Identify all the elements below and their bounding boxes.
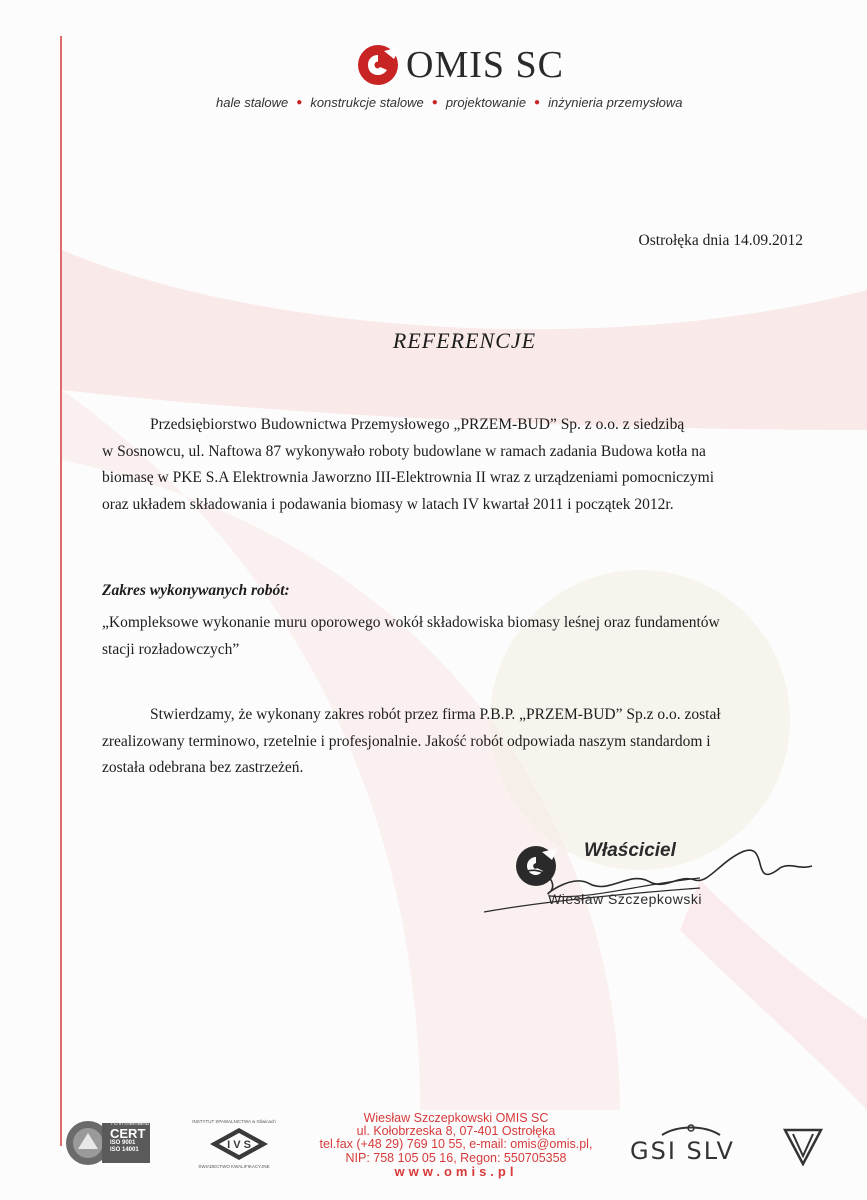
tagline-item: hale stalowe xyxy=(216,95,289,110)
paragraph-line: Przedsiębiorstwo Budownictwa Przemysłowego „PRZEM-BUD” Sp. z o.o. z siedzibą xyxy=(150,416,685,433)
scope-heading: Zakres wykonywanych robót: xyxy=(102,582,290,599)
footer-line: NIP: 758 105 05 16, Regon: 550705358 xyxy=(345,1150,567,1165)
paragraph-line: „Kompleksowe wykonanie muru oporowego wokół składowiska biomasy leśnej oraz fundamentów xyxy=(102,614,720,631)
paragraph-line: zrealizowany terminowo, rzetelnie i profesjonalnie. Jakość robót odpowiada naszym standardom i xyxy=(102,732,711,750)
tagline-item: projektowanie xyxy=(445,95,527,110)
signature-title: Właściciel xyxy=(584,840,676,861)
footer-line: ul. Kołobrzeska 8, 07-401 Ostrołęka xyxy=(356,1124,556,1139)
scope-text xyxy=(102,610,802,663)
tagline-item: inżynieria przemysłowa xyxy=(548,95,683,110)
omis-logo-icon xyxy=(354,41,404,89)
paragraph-line: Stwierdzamy, że wykonany zakres robót przez firma P.B.P. „PRZEM-BUD” Sp.z o.o. został xyxy=(150,706,721,723)
tagline-item: konstrukcje stalowe xyxy=(310,95,424,110)
letter-title xyxy=(0,328,867,354)
footer-line: tel.fax (+48 29) 769 10 55, e-mail: omis@omis.pl, xyxy=(319,1137,593,1152)
ivs-cert-bottom: ŚWIADECTWO KWALIFIKACYJNE xyxy=(198,1164,270,1169)
letter-title-text: REFERENCJE xyxy=(392,328,537,353)
handwritten-signature xyxy=(480,822,820,922)
paragraph-conclusion xyxy=(102,702,802,782)
footer-address xyxy=(296,1112,616,1178)
signature-name: Wiesław Szczepkowski xyxy=(548,891,702,907)
ivs-cert-logo xyxy=(208,1126,270,1162)
tuv-cert-line: ISO 9001 xyxy=(110,1140,136,1146)
bullet-icon: ● xyxy=(296,97,303,108)
vt-logo-icon xyxy=(783,1126,823,1166)
margin-line xyxy=(60,36,62,1146)
paragraph-line: w Sosnowcu, ul. Naftowa 87 wykonywało roboty budowlane w ramach zadania Budowa kotła na xyxy=(102,442,706,460)
bullet-icon: ● xyxy=(431,97,438,108)
paragraph-line: oraz układem składowania i podawania biomasy w latach IV kwartał 2011 i początek 2012r. xyxy=(102,495,674,513)
ivs-cert-top: INSTYTUT SPAWALNICTWA w Gliwicach xyxy=(192,1119,276,1124)
paragraph-line: została odebrana bez zastrzeżeń. xyxy=(102,759,304,776)
footer-website: www.omis.pl xyxy=(394,1163,518,1179)
letter-date: Ostrołęka dnia 14.09.2012 xyxy=(638,232,803,249)
company-tagline xyxy=(216,95,716,110)
footer-line: Wiesław Szczepkowski OMIS SC xyxy=(363,1111,549,1125)
paragraph-intro xyxy=(102,412,802,518)
tuv-cert-text xyxy=(110,1121,149,1154)
tuv-cert-label: CERT xyxy=(110,1126,146,1141)
company-name: OMIS SC xyxy=(406,44,564,86)
bullet-icon: ● xyxy=(534,97,541,108)
gsi-slv-logo: GSI SLV xyxy=(630,1137,735,1165)
company-logo xyxy=(354,40,564,90)
tuv-cert-top: TÜVRheinland xyxy=(110,1121,150,1127)
svg-text:I V S: I V S xyxy=(227,1139,251,1151)
tuv-cert-line: ISO 14001 xyxy=(110,1147,139,1153)
paragraph-line: biomasę w PKE S.A Elektrownia Jaworzno III-Elektrownia II wraz z urządzeniami pomocniczymi xyxy=(102,469,715,486)
paragraph-line: stacji rozładowczych” xyxy=(102,640,240,658)
